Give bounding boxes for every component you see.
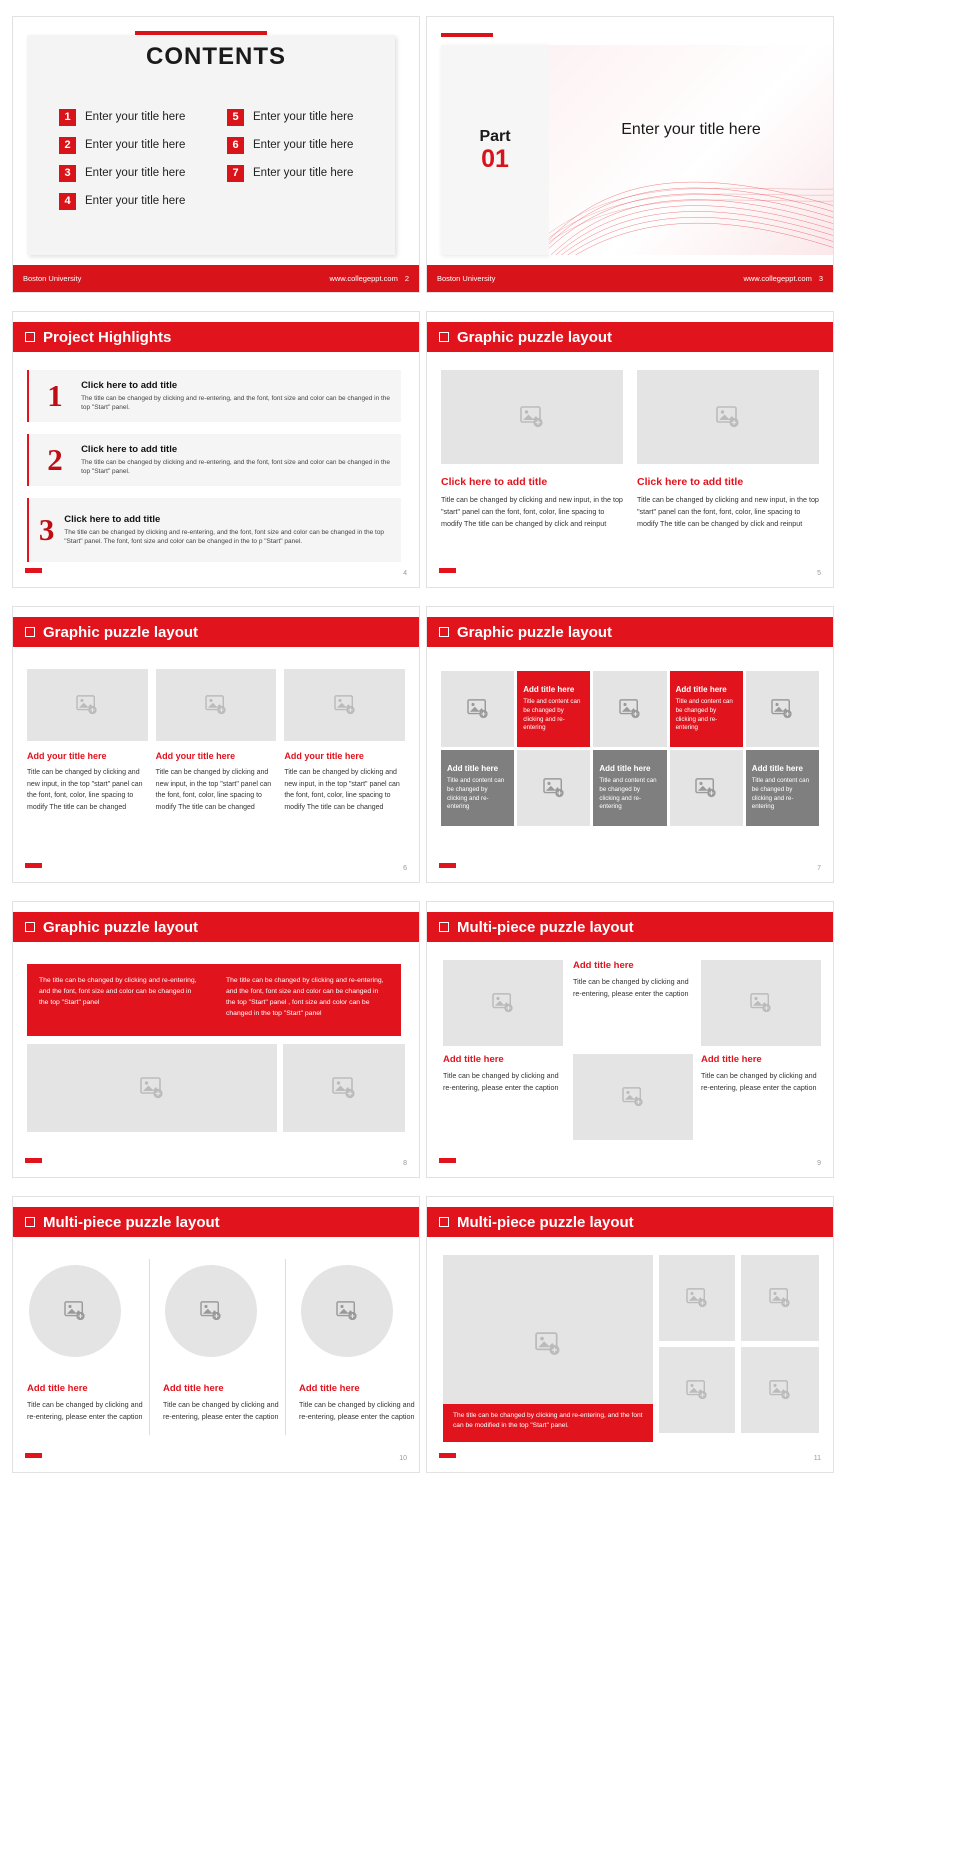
contents-number: 3 <box>59 165 76 182</box>
slide-contents[interactable] <box>12 16 420 293</box>
contents-label: Enter your title here <box>85 195 186 207</box>
contents-label: Enter your title here <box>85 111 186 123</box>
image-placeholder[interactable] <box>659 1347 735 1433</box>
image-placeholder-icon <box>492 993 514 1013</box>
text-block <box>701 1054 821 1093</box>
slide-graphic-puzzle-red-panel[interactable] <box>12 901 420 1178</box>
image-placeholder-icon <box>750 993 772 1013</box>
slide-header-label: Multi-piece puzzle layout <box>43 1213 220 1231</box>
image-placeholder-icon <box>200 1301 222 1321</box>
image-placeholder[interactable] <box>593 671 666 747</box>
contents-number: 6 <box>227 137 244 154</box>
image-placeholder[interactable] <box>441 370 623 464</box>
highlight-title: Click here to add title <box>81 379 178 391</box>
block-body: Title can be changed by clicking and new input, in the top "start" panel can the font, font, color, line spacing to modify The title can be changed <box>284 769 400 811</box>
footer-page-number: 4 <box>403 570 407 577</box>
page-title: CONTENTS <box>146 43 286 70</box>
slide-header <box>13 322 419 352</box>
slide-header <box>427 1207 833 1237</box>
block-body: Title can be changed by clicking and re-entering, please enter the caption <box>163 1400 279 1421</box>
caption-banner[interactable] <box>443 1404 653 1442</box>
list-item[interactable] <box>227 131 389 159</box>
cell-description: Title and content can be changed by clicking and re-entering <box>447 776 505 811</box>
footer-accent-mark <box>439 863 456 868</box>
image-placeholder-icon <box>64 1301 86 1321</box>
block-title: Click here to add title <box>637 476 744 488</box>
footer-page-number: 7 <box>817 865 821 872</box>
image-placeholder-icon <box>769 1288 791 1308</box>
column-group <box>27 669 405 813</box>
block-title: Add title here <box>443 1054 504 1065</box>
footer-accent-mark <box>439 568 456 573</box>
cell-text <box>593 758 666 819</box>
highlight-number: 2 <box>47 442 63 477</box>
caption-text: The title can be changed by clicking and re-entering, and the font can be modified in the top "Start" panel. <box>453 1412 643 1430</box>
text-block <box>299 1383 415 1422</box>
text-block <box>27 1383 143 1422</box>
slide-header-label: Project Highlights <box>43 328 172 346</box>
block-title: Add title here <box>163 1383 224 1394</box>
cell-title: Add title here <box>523 684 575 694</box>
footer-accent-mark <box>439 1453 456 1458</box>
image-placeholder-icon <box>622 1087 644 1107</box>
footer-url: www.collegeppt.com <box>329 274 398 283</box>
footer-org: Boston University <box>23 274 82 283</box>
contents-number: 2 <box>59 137 76 154</box>
mosaic-text-cell[interactable] <box>441 750 514 826</box>
text-block <box>637 476 821 530</box>
slide-header <box>13 912 419 942</box>
text-block <box>441 476 625 530</box>
column <box>27 669 148 813</box>
slide-multi-piece-circles[interactable] <box>12 1196 420 1473</box>
image-placeholder-icon <box>140 1077 164 1099</box>
image-placeholder[interactable] <box>301 1265 393 1357</box>
text-block <box>163 1383 279 1422</box>
footer-page-number: 2 <box>404 274 409 283</box>
footer-page-number: 5 <box>817 570 821 577</box>
image-placeholder[interactable] <box>637 370 819 464</box>
square-bullet-icon <box>439 1217 449 1227</box>
image-placeholder[interactable] <box>165 1265 257 1357</box>
contents-label: Enter your title here <box>253 167 354 179</box>
slide-header-label: Graphic puzzle layout <box>457 623 613 641</box>
slide-footer <box>13 265 419 292</box>
contents-list <box>59 103 389 215</box>
footer-accent-mark <box>439 1158 456 1163</box>
image-placeholder-icon <box>76 695 98 715</box>
image-placeholder-icon <box>334 695 356 715</box>
block-body: Title can be changed by clicking and new input, in the top "start" panel can the font, font, color, line spacing to modify The title can be changed <box>27 769 143 811</box>
cell-title: Add title here <box>675 684 727 694</box>
highlight-description: The title can be changed by clicking and re-entering, and the font, font size and color can be changed in the top "Start" panel. <box>81 394 391 411</box>
list-item[interactable] <box>227 159 389 187</box>
slide-part-divider[interactable] <box>426 16 834 293</box>
highlight-body <box>64 514 401 547</box>
image-placeholder[interactable] <box>517 750 590 826</box>
part-accent-bar <box>441 33 493 37</box>
footer-page-number: 10 <box>399 1455 407 1462</box>
column <box>284 669 405 813</box>
slide-multi-piece-1[interactable] <box>426 901 834 1178</box>
contents-label: Enter your title here <box>85 167 186 179</box>
slide-multi-piece-grid[interactable] <box>426 1196 834 1473</box>
image-placeholder-icon <box>205 695 227 715</box>
block-body: Title can be changed by clicking and new input, in the top "start" panel can the font, font, color, line spacing to modify The title can be changed <box>155 769 272 811</box>
part-heading: Enter your title here <box>621 121 761 138</box>
panel-left-text: The title can be changed by clicking and re-entering, and the font, font size and color can be changed in the top "Start" panel <box>39 977 197 1006</box>
slide-graphic-puzzle-2col[interactable] <box>426 311 834 588</box>
block-title: Add title here <box>573 960 634 971</box>
decorative-wave-lines-icon <box>549 145 833 255</box>
contents-label: Enter your title here <box>253 111 354 123</box>
image-placeholder[interactable] <box>29 1265 121 1357</box>
red-text-panel[interactable] <box>27 964 401 1036</box>
slide-header-label: Graphic puzzle layout <box>43 623 199 641</box>
footer-accent-mark <box>25 1453 42 1458</box>
image-placeholder-icon <box>686 1380 708 1400</box>
text-block <box>443 1054 563 1093</box>
slide-footer <box>427 265 833 292</box>
cell-title: Add title here <box>447 763 499 773</box>
image-placeholder-icon <box>336 1301 358 1321</box>
cell-text <box>441 758 514 819</box>
footer-accent-mark <box>25 1158 42 1163</box>
mosaic-text-cell[interactable] <box>670 671 743 747</box>
highlight-description: The title can be changed by clicking and re-entering, and the font, font size and color can be changed in the top "Start" panel. <box>81 458 391 475</box>
highlight-number: 1 <box>47 378 63 413</box>
square-bullet-icon <box>25 332 35 342</box>
image-placeholder-icon <box>686 1288 708 1308</box>
slide-graphic-puzzle-mosaic[interactable] <box>426 606 834 883</box>
block-body: Title can be changed by clicking and re-entering, please enter the caption <box>701 1071 817 1092</box>
square-bullet-icon <box>25 922 35 932</box>
slide-header <box>13 617 419 647</box>
image-placeholder[interactable] <box>27 669 148 741</box>
divider <box>149 1259 150 1435</box>
slide-header-label: Graphic puzzle layout <box>457 328 613 346</box>
cell-title: Add title here <box>751 763 803 773</box>
image-placeholder[interactable] <box>701 960 821 1046</box>
contents-number: 4 <box>59 193 76 210</box>
contents-number: 1 <box>59 109 76 126</box>
mosaic-text-cell[interactable] <box>593 750 666 826</box>
footer-page-number: 11 <box>813 1455 821 1462</box>
contents-number: 5 <box>227 109 244 126</box>
highlight-title: Click here to add title <box>64 513 161 525</box>
image-placeholder[interactable] <box>443 960 563 1046</box>
image-placeholder-icon <box>769 1380 791 1400</box>
footer-url: www.collegeppt.com <box>743 274 812 283</box>
image-placeholder-icon <box>619 699 641 719</box>
slide-header <box>427 912 833 942</box>
cell-description: Title and content can be changed by clicking and re-entering <box>599 776 657 811</box>
slide-header-label: Multi-piece puzzle layout <box>457 918 634 936</box>
slide-header <box>13 1207 419 1237</box>
square-bullet-icon <box>439 922 449 932</box>
contents-label: Enter your title here <box>85 139 186 151</box>
image-placeholder[interactable] <box>156 669 277 741</box>
block-body: Title can be changed by clicking and re-entering, please enter the caption <box>299 1400 415 1421</box>
slide-header <box>427 617 833 647</box>
cell-description: Title and content can be changed by clicking and re-entering <box>523 697 581 732</box>
highlight-description: The title can be changed by clicking and re-entering, and the font, font size and color can be changed in the top "Start" panel. The font, font size and color can be changed in the to p "Start" panel. <box>64 528 385 545</box>
block-body: Title can be changed by clicking and re-entering, please enter the caption <box>573 977 689 998</box>
footer-page-number: 8 <box>403 1160 407 1167</box>
footer-accent-mark <box>25 568 42 573</box>
text-block <box>573 960 693 999</box>
list-item[interactable] <box>59 187 221 215</box>
cell-description: Title and content can be changed by clicking and re-entering <box>751 776 810 811</box>
list-item[interactable] <box>59 103 221 131</box>
divider <box>285 1259 286 1435</box>
block-body: Title can be changed by clicking and re-entering, please enter the caption <box>443 1071 559 1092</box>
footer-page-number: 9 <box>817 1160 821 1167</box>
block-title: Add title here <box>299 1383 360 1394</box>
part-banner <box>549 45 833 255</box>
footer-page-number: 3 <box>818 274 823 283</box>
list-item[interactable] <box>227 103 389 131</box>
image-placeholder[interactable] <box>573 1054 693 1140</box>
part-card <box>441 45 549 255</box>
panel-right-text: The title can be changed by clicking and re-entering, and the font, font size and color can be changed in the top "Start" panel , font size and color can be changed in the top "Start" panel <box>226 977 384 1017</box>
part-number: 01 <box>481 144 509 173</box>
image-placeholder[interactable] <box>284 669 405 741</box>
highlight-number: 3 <box>38 512 55 547</box>
highlight-row[interactable] <box>27 498 401 562</box>
mosaic-text-cell[interactable] <box>746 750 819 826</box>
cell-text <box>670 679 743 740</box>
footer-page-number: 6 <box>403 865 407 872</box>
image-placeholder[interactable] <box>670 750 743 826</box>
highlight-body <box>81 444 401 477</box>
block-title: Add title here <box>701 1054 762 1065</box>
slide-header-label: Graphic puzzle layout <box>43 918 199 936</box>
contents-number: 7 <box>227 165 244 182</box>
highlight-row[interactable] <box>27 370 401 422</box>
image-placeholder-icon <box>543 778 565 798</box>
list-item[interactable] <box>59 159 221 187</box>
image-placeholder[interactable] <box>659 1255 735 1341</box>
image-placeholder[interactable] <box>27 1044 277 1132</box>
block-body: Title can be changed by clicking and new input, in the top "start" panel can the font, font, color, line spacing to modify The title can be changed by click and reinput <box>637 495 819 528</box>
block-title: Add your title here <box>155 751 236 761</box>
block-body: Title can be changed by clicking and new input, in the top "start" panel can the font, font, color, line spacing to modify The title can be changed by click and reinput <box>441 495 623 528</box>
image-placeholder-icon <box>771 699 793 719</box>
slide-project-highlights[interactable] <box>12 311 420 588</box>
highlight-body <box>81 380 401 413</box>
square-bullet-icon <box>25 627 35 637</box>
highlight-row[interactable] <box>27 434 401 486</box>
block-title: Click here to add title <box>441 476 548 488</box>
block-body: Title can be changed by clicking and re-entering, please enter the caption <box>27 1400 143 1421</box>
block-title: Add title here <box>27 1383 88 1394</box>
image-placeholder-icon <box>467 699 489 719</box>
square-bullet-icon <box>25 1217 35 1227</box>
contents-label: Enter your title here <box>253 139 354 151</box>
square-bullet-icon <box>439 332 449 342</box>
list-item[interactable] <box>59 131 221 159</box>
footer-accent-mark <box>25 863 42 868</box>
cell-description: Title and content can be changed by clicking and re-entering <box>675 697 733 732</box>
image-placeholder-icon <box>332 1077 356 1099</box>
contents-accent-bar <box>135 31 267 35</box>
square-bullet-icon <box>439 627 449 637</box>
slide-graphic-puzzle-3col[interactable] <box>12 606 420 883</box>
image-placeholder-icon <box>716 406 740 428</box>
mosaic-grid <box>441 671 819 826</box>
highlight-title: Click here to add title <box>81 443 178 455</box>
footer-org: Boston University <box>437 274 496 283</box>
slide-header-label: Multi-piece puzzle layout <box>457 1213 634 1231</box>
column <box>156 669 277 813</box>
part-label: Part <box>479 127 511 145</box>
image-placeholder[interactable] <box>283 1044 405 1132</box>
block-title: Add your title here <box>27 751 107 761</box>
block-title: Add your title here <box>284 751 364 761</box>
slide-header <box>427 322 833 352</box>
image-placeholder[interactable] <box>741 1347 819 1433</box>
image-placeholder-icon <box>695 778 717 798</box>
image-placeholder-icon <box>535 1332 561 1356</box>
image-placeholder[interactable] <box>441 671 514 747</box>
cell-text <box>746 758 819 819</box>
image-placeholder-icon <box>520 406 544 428</box>
image-placeholder[interactable] <box>746 671 819 747</box>
image-placeholder[interactable] <box>741 1255 819 1341</box>
mosaic-text-cell[interactable] <box>517 671 590 747</box>
cell-title: Add title here <box>599 763 651 773</box>
cell-text <box>517 679 590 740</box>
